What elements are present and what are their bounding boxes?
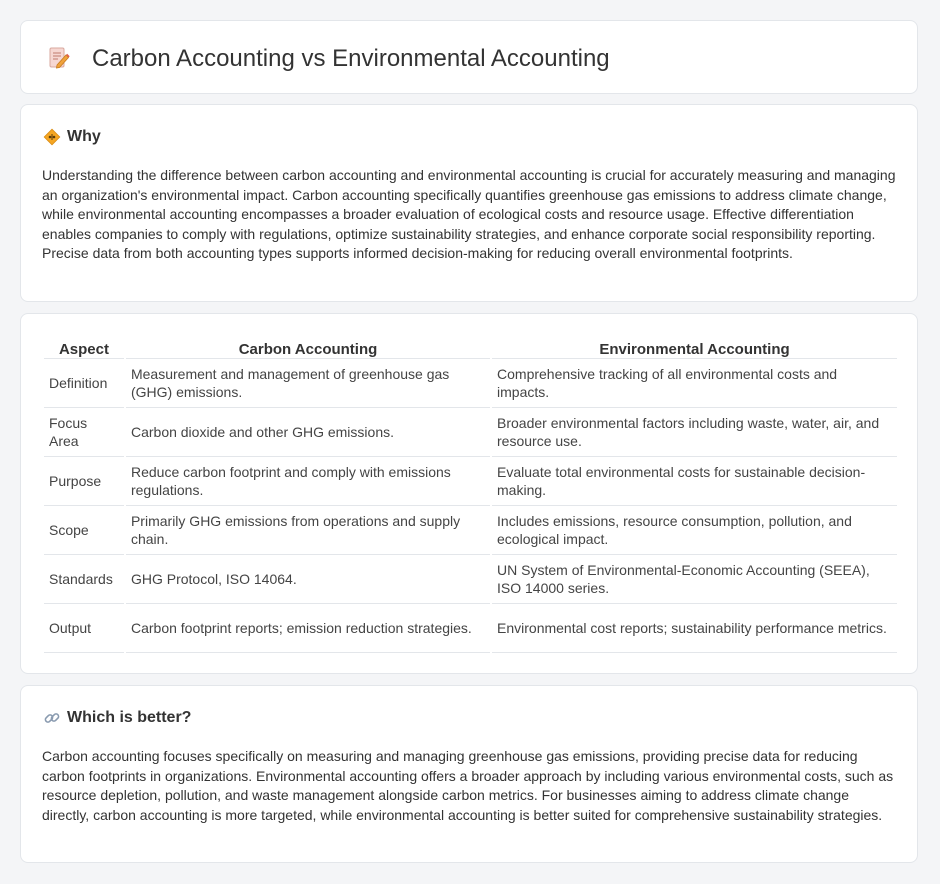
table-row (44, 408, 897, 457)
row-environmental: Broader environmental factors including waste, water, air, and resource use. (492, 408, 897, 457)
better-heading-row (43, 708, 191, 728)
table-row (44, 604, 897, 653)
page-title: Carbon Accounting vs Environmental Accounting (92, 45, 610, 72)
why-heading-row (43, 127, 101, 147)
row-aspect: Purpose (44, 457, 124, 506)
row-carbon: Carbon footprint reports; emission reduction strategies. (126, 604, 490, 653)
row-aspect: Standards (44, 555, 124, 604)
row-carbon: Reduce carbon footprint and comply with emissions regulations. (126, 457, 490, 506)
title-card (20, 20, 918, 94)
row-environmental: UN System of Environmental-Economic Accounting (SEEA), ISO 14000 series. (492, 555, 897, 604)
link-icon (43, 709, 61, 727)
why-section (20, 104, 918, 302)
header-carbon-accounting: Carbon Accounting (126, 335, 490, 359)
row-environmental: Evaluate total environmental costs for sustainable decision-making. (492, 457, 897, 506)
table-row (44, 359, 897, 408)
why-heading: Why (67, 128, 101, 145)
which-is-better-section (20, 685, 918, 863)
table-row (44, 555, 897, 604)
header-aspect: Aspect (44, 335, 124, 359)
row-aspect: Scope (44, 506, 124, 555)
better-heading: Which is better? (67, 709, 192, 726)
why-text: Understanding the difference between carbon accounting and environmental accounting is crucial for accurately measuring and managing an organization's environmental impact. Carbon accounting specifically quantifies greenhouse gas emissions to address climate change, while environmental accounting encompasses a broader evaluation of ecological costs and resource usage. Effective differentiation enables companies to comply with regulations, optimize sustainability strategies, and enhance corporate social responsibility reporting. Precise data from both accounting types supports informed decision-making for reducing overall environmental footprints. (42, 167, 896, 261)
table-row (44, 457, 897, 506)
row-carbon: GHG Protocol, ISO 14064. (126, 555, 490, 604)
document-edit-icon (47, 46, 71, 70)
row-aspect: Definition (44, 359, 124, 408)
comparison-section (20, 313, 918, 674)
row-carbon: Measurement and management of greenhouse gas (GHG) emissions. (126, 359, 490, 408)
diamond-sign-icon (43, 128, 61, 146)
table-row (44, 506, 897, 555)
row-aspect: Output (44, 604, 124, 653)
row-carbon: Primarily GHG emissions from operations and supply chain. (126, 506, 490, 555)
table-header-row (44, 335, 897, 359)
row-environmental: Comprehensive tracking of all environmental costs and impacts. (492, 359, 897, 408)
comparison-table (42, 335, 899, 653)
row-carbon: Carbon dioxide and other GHG emissions. (126, 408, 490, 457)
better-text: Carbon accounting focuses specifically on measuring and managing greenhouse gas emissions, providing precise data for reducing carbon footprints in organizations. Environmental accounting offers a broader approach by including various environmental costs, such as resource depletion, pollution, and waste management alongside carbon metrics. For businesses aiming to address climate change directly, carbon accounting is more targeted, while environmental accounting is better suited for comprehensive sustainability strategies. (42, 748, 894, 823)
row-aspect: Focus Area (44, 408, 124, 457)
row-environmental: Includes emissions, resource consumption, pollution, and ecological impact. (492, 506, 897, 555)
row-environmental: Environmental cost reports; sustainability performance metrics. (492, 604, 897, 653)
header-environmental-accounting: Environmental Accounting (492, 335, 897, 359)
